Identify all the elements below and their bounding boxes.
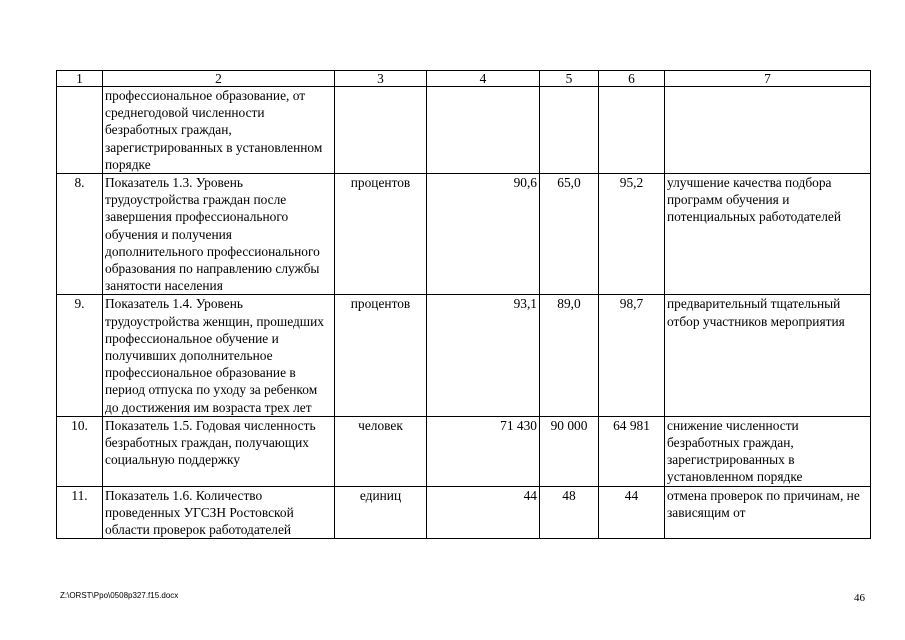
table-header-row xyxy=(57,71,871,87)
row-number-cell xyxy=(57,87,103,174)
indicator-name-cell: Показатель 1.4. Уровень трудоустройства женщин, прошедших профессиональное обучение и получивших дополнительное профессиональное образование в период отпуска по уходу за ребенком до достижения им возраста трех лет xyxy=(103,295,335,416)
unit-cell: человек xyxy=(335,416,427,486)
value-col5-cell: 65,0 xyxy=(540,174,599,295)
unit-cell: единиц xyxy=(335,486,427,539)
table-row xyxy=(57,486,871,539)
note-cell: снижение численности безработных граждан, зарегистрированных в установленном порядке xyxy=(665,416,871,486)
value-col4-cell: 93,1 xyxy=(427,295,540,416)
value-col5-cell: 90 000 xyxy=(540,416,599,486)
table-row xyxy=(57,174,871,295)
row-number-cell: 9. xyxy=(57,295,103,416)
note-cell xyxy=(665,87,871,174)
page-number: 46 xyxy=(854,592,865,604)
table-row xyxy=(57,87,871,174)
value-col5-cell: 89,0 xyxy=(540,295,599,416)
row-number-cell: 11. xyxy=(57,486,103,539)
column-header-7: 7 xyxy=(665,71,871,87)
indicators-table xyxy=(56,70,871,539)
value-col4-cell: 90,6 xyxy=(427,174,540,295)
note-cell: отмена проверок по причинам, не зависящим от xyxy=(665,486,871,539)
column-header-5: 5 xyxy=(540,71,599,87)
indicator-name-cell: Показатель 1.5. Годовая численность безработных граждан, получающих социальную поддержку xyxy=(103,416,335,486)
file-path-footer: Z:\ORST\Ppo\0508p327.f15.docx xyxy=(60,591,179,600)
value-col5-cell xyxy=(540,87,599,174)
value-col6-cell xyxy=(599,87,665,174)
unit-cell: процентов xyxy=(335,174,427,295)
table-row xyxy=(57,416,871,486)
indicator-name-cell: Показатель 1.3. Уровень трудоустройства граждан после завершения профессионального обучения и получения дополнительного профессионального образования по направлению службы занятости населения xyxy=(103,174,335,295)
value-col6-cell: 44 xyxy=(599,486,665,539)
table-row xyxy=(57,295,871,416)
indicator-name-cell: профессиональное образование, от среднегодовой численности безработных граждан, зарегистрированных в установленном порядке xyxy=(103,87,335,174)
value-col4-cell xyxy=(427,87,540,174)
unit-cell xyxy=(335,87,427,174)
column-header-1: 1 xyxy=(57,71,103,87)
value-col6-cell: 64 981 xyxy=(599,416,665,486)
note-cell: улучшение качества подбора программ обучения и потенциальных работодателей xyxy=(665,174,871,295)
value-col5-cell: 48 xyxy=(540,486,599,539)
column-header-4: 4 xyxy=(427,71,540,87)
unit-cell: процентов xyxy=(335,295,427,416)
column-header-3: 3 xyxy=(335,71,427,87)
indicator-name-cell: Показатель 1.6. Количество проведенных УГСЗН Ростовской области проверок работодателей xyxy=(103,486,335,539)
value-col6-cell: 98,7 xyxy=(599,295,665,416)
row-number-cell: 10. xyxy=(57,416,103,486)
column-header-6: 6 xyxy=(599,71,665,87)
note-cell: предварительный тщательный отбор участников мероприятия xyxy=(665,295,871,416)
column-header-2: 2 xyxy=(103,71,335,87)
row-number-cell: 8. xyxy=(57,174,103,295)
value-col4-cell: 44 xyxy=(427,486,540,539)
value-col4-cell: 71 430 xyxy=(427,416,540,486)
value-col6-cell: 95,2 xyxy=(599,174,665,295)
